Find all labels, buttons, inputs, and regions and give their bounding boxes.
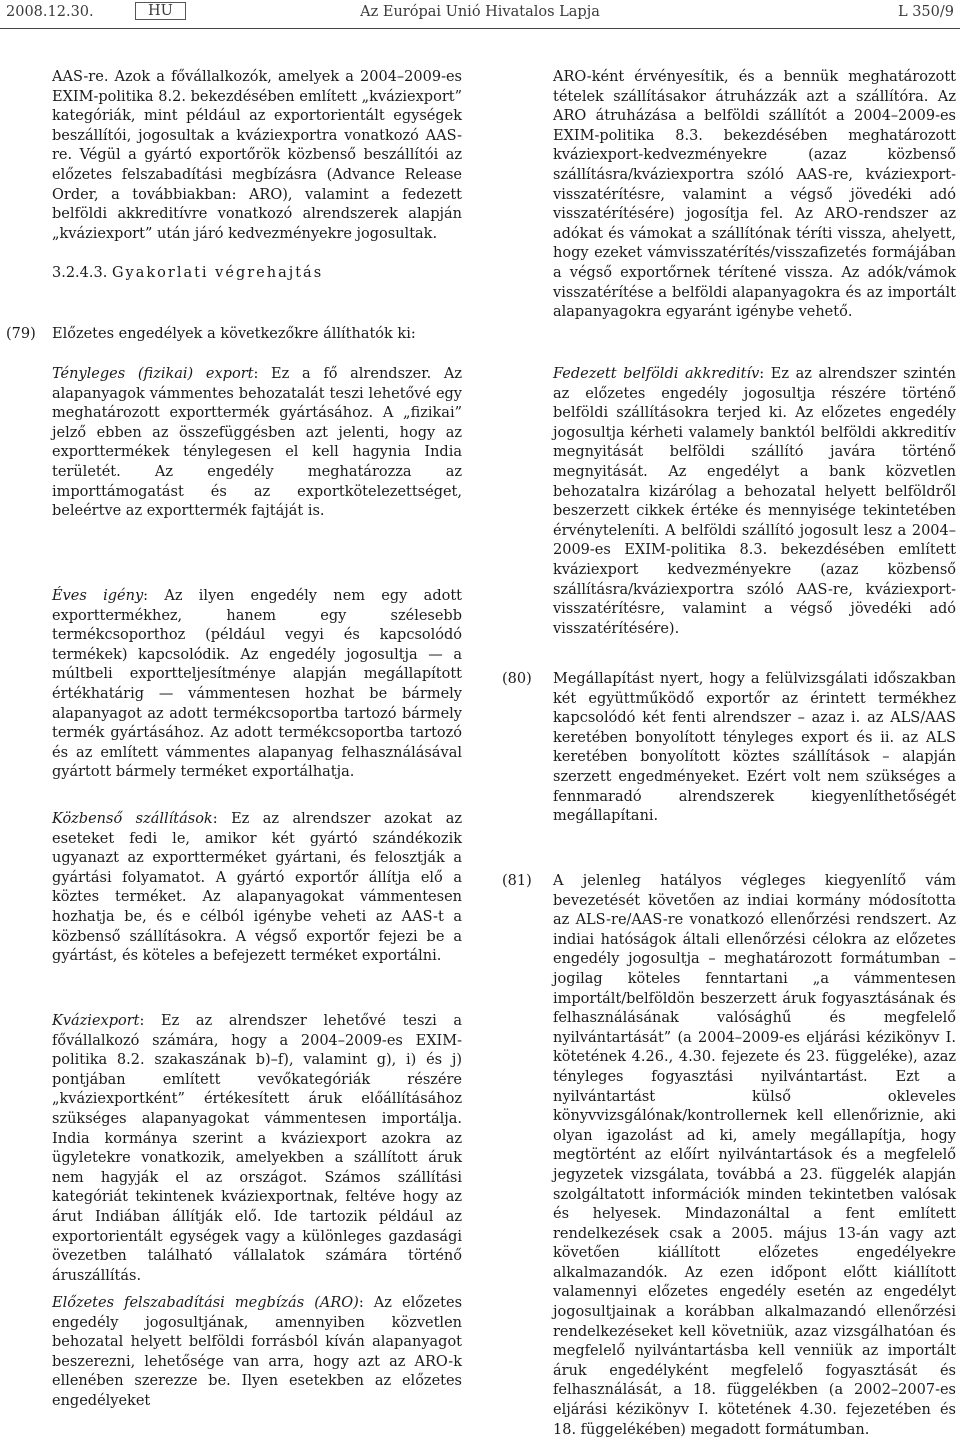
section-heading: [52, 264, 462, 284]
item-text: : Ez a fő alrendszer. Az alapanyagok vámmentes behozatalát teszi lehetővé egy meghatározott exporttermék gyártásához. A „fizikai” jelző ebben az összefüggésben azt jelenti, hogy az exporttermékek ténylegesen el kell hagynia India területét. Az engedély meghatározza az importtámogatást és az exportkötelezettséget, beleértve az exporttermék fajtáját is.: [52, 366, 462, 520]
item-term: Tényleges (fizikai) export: [52, 366, 254, 382]
subsystem-item-1: [52, 365, 462, 522]
subsystem-item-4: [52, 1012, 462, 1286]
paragraph-79: [52, 325, 932, 345]
intro-paragraph: AAS-re. Azok a fővállalkozók, amelyek a 2004–2009-es EXIM-politika 8.2. bekezdésében említett „kváziexport” kategóriák, mint például az exportorientált egységek beszállítói, jogosultak a kváziexportra vonatkozó AAS-re. Végül a gyártó exportőrök közbenső beszállítói az előzetes felszabadítási megbízásra (Advance Release Order, a továbbiakban: ARO), valamint a fedezett belföldi akkreditívre vonatkozó alrendszerek alapján „kváziexport” után járó kedvezményekre jogosultak.: [52, 69, 462, 242]
paragraph-80-number: (80): [502, 671, 532, 687]
item-term: Közbenső szállítások: [52, 811, 213, 827]
item-text: : Az ilyen engedély nem egy adott exporttermékhez, hanem egy szélesebb termékcsoporthoz (például vegyi és kapcsolódó termékek) kapcsolódik. Az engedély jogosultja — a múltbeli exportteljesítménye alapján megállapított értékhatárig — vámmentesen hozhat be bármely alapanyagot az adott termékcsoportba tartozó bármely termék gyártásához. Az adott termékcsoportba tartozó és az említett vámmentes alapanyag felhasználásával gyártott bármely terméket exportálhatja.: [52, 588, 462, 781]
item-text: : Ez az alrendszer lehetővé teszi a fővállalkozó számára, hogy a 2004–2009-es EXIM-politika 8.2. szakaszának b)–f), valamint g), i) és j) pontjában említett vevőkategóriák részére „kváziexportként” értékesített áruk előállításához szükséges alapanyagokat vámmentesen importálja. India kormánya szerint a kváziexport azokra az ügyletekre vonatkozik, amelyekben a szállított áruk nem hagyják el az országot. Számos szállítási kategóriát tekintenek kváziexportnak, feltéve hogy az árut Indiában állítják elő. Ide tartozik például az exportorientált egységek vagy a különleges gazdasági övezetben található vállalatok számára történő áruszállítás.: [52, 1013, 462, 1284]
subsystem-item-5: [52, 1294, 462, 1412]
journal-title: Az Európai Unió Hivatalos Lapja: [360, 4, 600, 20]
item-term: Éves igény: [52, 588, 144, 604]
item-term: Fedezett belföldi akkreditív: [553, 366, 760, 382]
item-term: Előzetes felszabadítási megbízás (ARO): [52, 1295, 359, 1311]
paragraph-81-text: A jelenleg hatályos végleges kiegyenlítő vám bevezetését követően az indiai kormány módosította az ALS-re/AAS-re vonatkozó ellenőrzési rendszert. Az indiai hatóságok általi ellenőrzési célokra az előzetes engedély jogosultja – meghatározott formátumban – jogilag köteles fenntartani „a vámmentesen importált/belföldön beszerzett áruk fogyasztásának és felhasználásának valósághű és megfelelő nyilvántartását” (a 2004–2009-es eljárási kézikönyv I. kötetének 4.26., 4.30. fejezete és 23. függeléke), azaz tényleges fogyasztási nyilvántartást. Ezt a nyilvántartást külső okleveles könyvvizsgálónak/kontrollernek kell ellenőriznie, aki olyan igazolást ad ki, amely megállapítja, hogy megtörtént az előírt nyilvántartások és a megfelelő jegyzetek vizsgálata, továbbá a 23. függelék alapján szolgáltatott információk minden tekintetben valósak és helyesek. Mindazonáltal a fent említett rendelkezések csak a 2005. május 13-án vagy azt követően kiállított előzetes engedélyekre alkalmazandók. Az ezen időpont előtt kiállított valamennyi előzetes engedély esetén az engedélyt jogosultjainak a korábban alkalmazandó ellenőrzési rendelkezéseket kell követniük, azaz vizsgálhatóan és megfelelő nyilvántartásba kell venniük az importált áruk engedélyként megfelelő fogyasztását és felhasználását, a 18. függelékben (a 2002–2007-es eljárási kézikönyv I. kötetének 4.30. fejezetében és 18. függelékében) megadott formátumban.: [553, 873, 956, 1438]
item-text: : Ez az alrendszer azokat az eseteket fedi le, amikor két gyártó szándékozik ugyanazt az exportterméket gyártani, és felosztják a gyártási folyamatot. A gyártó exportőr állítja elő a köztes terméket. Az alapanyagokat vámmentesen hozhatja be, és e célból igénybe veheti az AAS-t a közbenső szállításokra. A végső exportőr fejezi be a gyártást, és köteles a befejezett terméket exportálni.: [52, 811, 462, 965]
header-date: 2008.12.30.: [6, 4, 94, 20]
intro-block: [52, 68, 462, 284]
subsystem-item-6: [553, 365, 956, 639]
item-term: Kváziexport: [52, 1013, 140, 1029]
item-text: : Az előzetes engedély jogosultjának, amennyiben közvetlen behozatal helyett belföldi forrásból kíván alapanyagot beszerezni, lehetősége van arra, hogy azt az ARO-k ellenében szerezze be. Ilyen esetekben az előzetes engedélyeket: [52, 1295, 463, 1409]
aro-continuation-paragraph: ARO-ként érvényesítik, és a bennük meghatározott tételek szállításakor átruházzák azt a szállítóra. Az ARO átruházása a belföldi szállítót a 2004–2009-es EXIM-politika 8.3. bekezdésében meghatározott kváziexport-kedvezményekre (azaz közbenső szállításra/kváziexportra szóló AAS-re, kváziexport-visszatérítésre, valamint a végső jövedéki adó visszatérítésére) jogosítja fel. Az ARO-rendszer az adókat és vámokat a szállítónak téríti vissza, ahelyett, hogy ezeket vámvisszatérítés/visszafizetés formájában a végső exportőrnek térítené vissza. Az adók/vámok visszatérítése a belföldi alapanyagokra és az importált alapanyagokra egyaránt igénybe vehető.: [553, 69, 956, 321]
section-title: Gyakorlati végrehajtás: [111, 265, 324, 282]
section-number: 3.2.4.3.: [52, 265, 108, 282]
paragraph-79-text: Előzetes engedélyek a következőkre állíthatók ki:: [52, 326, 416, 342]
page-header: [0, 0, 960, 26]
paragraph-81: [553, 872, 956, 1440]
item-text: : Ez az alrendszer szintén az előzetes engedély jogosultja részére történő belföldi szállításokra terjed ki. Az előzetes engedély jogosultja kérheti valamely banktól belföldi akkreditív megnyitását belföldi szállító javára történő megnyitását. Az engedélyt a bank közvetlen behozatalra kizárólag a behozatal helyett belföldről beszerzett cikkek értéke és mennyisége tekintetében érvényteleníti. A belföldi szállító jogosult lesz a 2004–2009-es EXIM-politika 8.3. bekezdésében említett kváziexport kedvezményekre (azaz közbenső szállításra/kváziexportra szóló AAS-re, kváziexport-visszatérítésre, valamint a végső jövedéki adó visszatérítésére).: [553, 366, 956, 637]
header-rule: [0, 28, 960, 29]
paragraph-80: [553, 670, 956, 827]
page-number: L 350/9: [897, 4, 954, 20]
paragraph-80-text: Megállapítást nyert, hogy a felülvizsgálati időszakban két együttműködő exportőr az érintett termékhez kapcsolódó két fenti alrendszer – azaz i. az ALS/AAS keretében bonyolított tényleges export és ii. az ALS keretében bonyolított köztes szállítások – alapján szerzett engedményeket. Ezért volt nem szükséges a fennmaradó alrendszerek kiegyenlíthetőségét megállapítani.: [553, 671, 956, 825]
language-code-badge: HU: [135, 2, 186, 20]
paragraph-81-number: (81): [502, 873, 532, 889]
aro-continuation-block: [553, 68, 956, 323]
subsystem-item-3: [52, 810, 462, 967]
paragraph-79-number: (79): [6, 326, 36, 342]
subsystem-item-2: [52, 587, 462, 783]
